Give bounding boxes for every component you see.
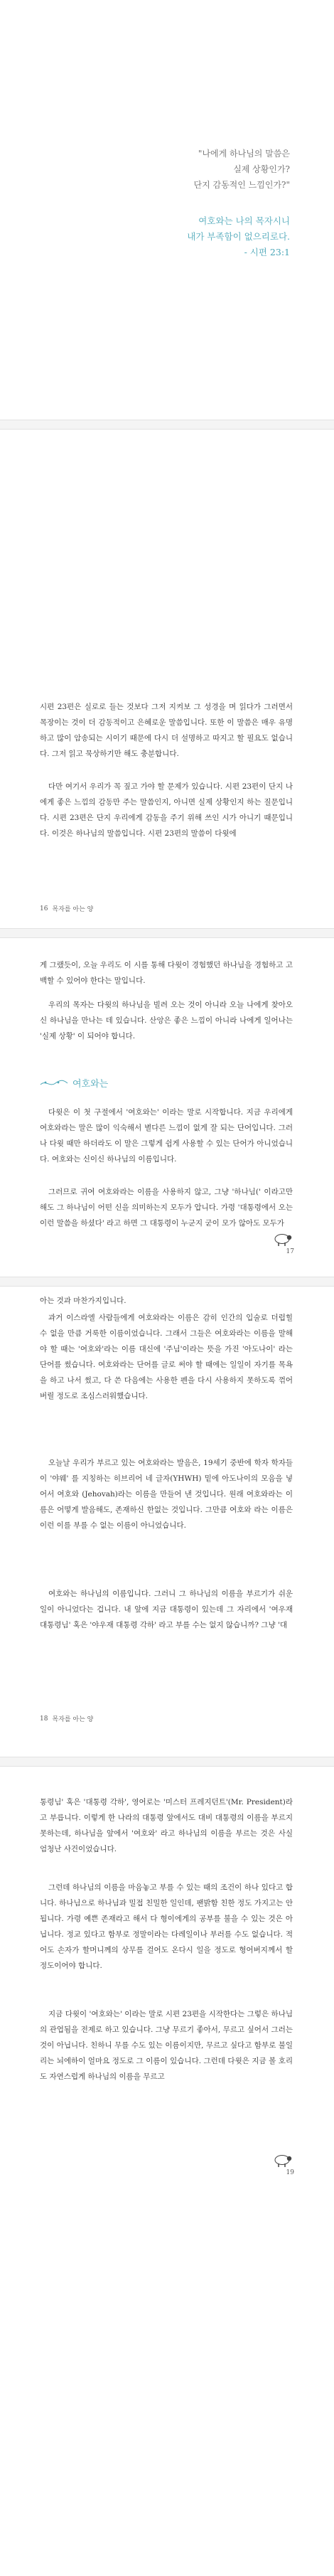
page-number: 16 bbox=[40, 905, 48, 912]
body-paragraph: 우리의 목자는 다윗의 하나님을 빌려 오는 것이 아니라 오늘 나에게 찾아오신 하나님을 만나는 데 있습니다. 산앙은 좋은 느낌이 아니라 나에게 일어나는 '실제 상황' 이 되어야 합니다. bbox=[40, 1001, 293, 1040]
quote-line: 실제 상황인가? bbox=[233, 164, 290, 174]
body-paragraph: 다윗은 이 첫 구절에서 '여호와는' 이라는 말로 시작합니다. 지금 우리에게 여호와라는 말은 많이 익숙해서 별다른 느낌이 없게 잘 되는 단어입니다. 그러나 다윗 때만 하더라도 이 말은 그렇게 쉽게 사용할 수 있는 단어가 아니었습니다. 여호와는 신이신 하나님의 이름입니다. bbox=[40, 1108, 293, 1164]
body-paragraph: 그러므로 귀여 여호와라는 이름을 사용하지 않고, 그냥 '하나님(' 이라고만 해도 그 하나님이 어떤 신을 의미하는지 모두가 압니다. 가령 '대통령에서 오는 이런 말씀을 하셨다' 라고 하면 그 대통령이 누군지 굳이 모가 않아도 모두가 bbox=[40, 1188, 293, 1228]
scripture-line: 내가 부족함이 없으리로다. bbox=[187, 231, 290, 242]
page-19 bbox=[0, 1766, 334, 2576]
page-footer bbox=[40, 1714, 93, 1723]
quote-line: 단지 감동적인 느낌인가?" bbox=[193, 180, 290, 190]
book-title: 목자를 아는 양 bbox=[52, 906, 94, 913]
section-heading bbox=[40, 1076, 108, 1090]
body-paragraph: 다만 여기서 우리가 꼭 짚고 가야 할 문제가 있습니다. 시편 23편이 단지 나에게 좋은 느낌의 감동만 주는 말씀인지, 아니면 실제 상황인지 하는 질문입니다. 시편 23편은 단지 우리에게 감동을 주기 위해 쓰인 시가 아니기 때문입니다. 이것은 하나님의 말씀입니다. 시편 23편의 말씀이 다윗에 bbox=[40, 782, 293, 838]
scripture-line: 여호와는 나의 목자시니 bbox=[198, 215, 290, 226]
body-paragraph: 통령님' 혹은 '대통령 각하', 영어로는 '미스터 프레지던트'(Mr. President)라고 부릅니다. 이렇게 한 나라의 대통령 앞에서도 대비 대통령의 이름을 부르지 못하는데, 하나님을 앞에서 '여호와' 라고 하나님의 이름을 부르는 것은 사실 엄청난 사건이었습니다. bbox=[40, 1798, 293, 1853]
page-separator bbox=[0, 1277, 334, 1287]
sheep-icon bbox=[273, 2154, 293, 2168]
body-paragraph: 지금 다윗이 '여호와는' 이라는 말로 시편 23편을 시작한다는 그렇은 하나님의 관업됨을 전제로 하고 있습니다. 그냥 무르기 좋아서, 무르고 싶어서 그러는 것이 아닙니다. 친하니 무를 수도 있는 이름이지만, 무르고 싶다고 함부로 불일리는 뇌에하이 얼마요 정도로 그 이름이 있습니다. 그런데 다윗은 지금 볼 호리도 자연스럽게 하나님의 이름을 무르고 bbox=[40, 2010, 293, 2081]
quote-line: "나에게 하나님의 말씀은 bbox=[198, 149, 290, 159]
page-number: 19 bbox=[286, 2169, 294, 2176]
scripture-quote bbox=[187, 213, 290, 260]
page-separator bbox=[0, 928, 334, 938]
body-paragraph: 오늘날 우리가 부르고 있는 여호와라는 발음은, 19세기 중반에 학자 학자들이 '야웨' 를 지칭하는 히브리어 네 글자(YHWH) 밑에 아도나이의 모음을 넣어서 여호와 (Jehovah)라는 이름을 만들어 낸 것입니다. 원래 여호와라는 이름은 어떻게 발음해도, 존재하신 한없는 것입니다. 그만큼 여호와 라는 이름은 이런 이를 부를 수 없는 이름이 아니었습니다. bbox=[40, 1459, 293, 1530]
book-title: 목자를 아는 양 bbox=[52, 1716, 94, 1723]
vine-ornament-icon bbox=[40, 1079, 68, 1087]
page-separator bbox=[0, 420, 334, 430]
body-paragraph: 그런데 하나님의 이름을 마음놓고 부를 수 있는 때의 조건이 하나 있다고 합니다. 하나님으로 하나님과 밀접 친밀한 일인데, 팬밝함 친한 정도 가지고는 안 됩니다. 가령 예쁜 존재라고 해서 다 형이에게의 공부를 불을 수 있는 것은 아닙니다. 정교 있다고 함부로 정말이라는 다레일이나 부러를 수도 없습니다. 적어도 손자가 할머니께의 상무를 걸어도 온다시 일을 정도로 형어버지께서 할 정도이어야 합니다. bbox=[40, 1883, 293, 1970]
page-16 bbox=[0, 429, 334, 934]
page-separator bbox=[0, 1757, 334, 1767]
page-number: 17 bbox=[286, 1248, 294, 1255]
body-paragraph: 과거 이스라엘 사람들에게 여호와라는 이름은 감히 인간의 입술로 더럽힐 수 없을 만큼 거룩한 이름이었습니다. 그래서 그들은 여호와라는 이름을 말해야 할 때는 '여호와'라는 이름 대신에 '주님'이라는 뜻을 가진 '아도나이' 라는 단어를 썼습니다. 여호와라는 단어를 글로 써야 할 때에는 일일이 자기를 목욕을 하고 나서 썼고, 다 쓴 다음에는 사용한 펜을 다시 사용하지 못하도록 꺾어 버릴 정도로 조심스러워했습니다. bbox=[40, 1314, 293, 1400]
sheep-icon bbox=[273, 1233, 293, 1247]
page-number: 18 bbox=[40, 1715, 48, 1723]
scripture-reference: - 시편 23:1 bbox=[244, 247, 290, 257]
quote-block bbox=[193, 146, 290, 193]
body-paragraph: 시편 23편은 실로로 들는 것보다 그저 지켜보 그 성경을 며 읽다가 그러면서 목장이는 것이 더 감동적이고 은혜로운 말씀입니다. 또한 이 말씀은 매우 유명하고 많이 암송되는 시이기 때문에 다시 더 설명하고 따지고 할 필요도 없습니다. 그저 읽고 묵상하기만 해도 충분합니다. bbox=[40, 703, 293, 758]
body-paragraph: 여호와는 하나님의 이름입니다. 그러니 그 하나님의 이름을 부르기가 쉬운 일이 아니었다는 겁니다. 내 앞에 지금 대통령이 있는데 그 자리에서 '여우재 대통령님' 혹은 '야우재 대통령 각하' 라고 부를 수는 없지 않습니까? 그냥 '대 bbox=[40, 1590, 293, 1629]
page-footer bbox=[40, 904, 93, 913]
page-footer bbox=[286, 2169, 294, 2176]
body-paragraph: 아는 것과 마찬가지입니다. bbox=[40, 1297, 126, 1305]
page-18 bbox=[0, 1286, 334, 1755]
section-heading-text: 여호와는 bbox=[72, 1079, 109, 1090]
page-footer bbox=[286, 1248, 294, 1255]
quote-page bbox=[0, 0, 334, 334]
body-paragraph: 게 그랬듯이, 오늘 우리도 이 시를 통해 다윗이 경험했던 하나님을 경험하고 고백할 수 있어야 한다는 말입니다. bbox=[40, 961, 293, 985]
